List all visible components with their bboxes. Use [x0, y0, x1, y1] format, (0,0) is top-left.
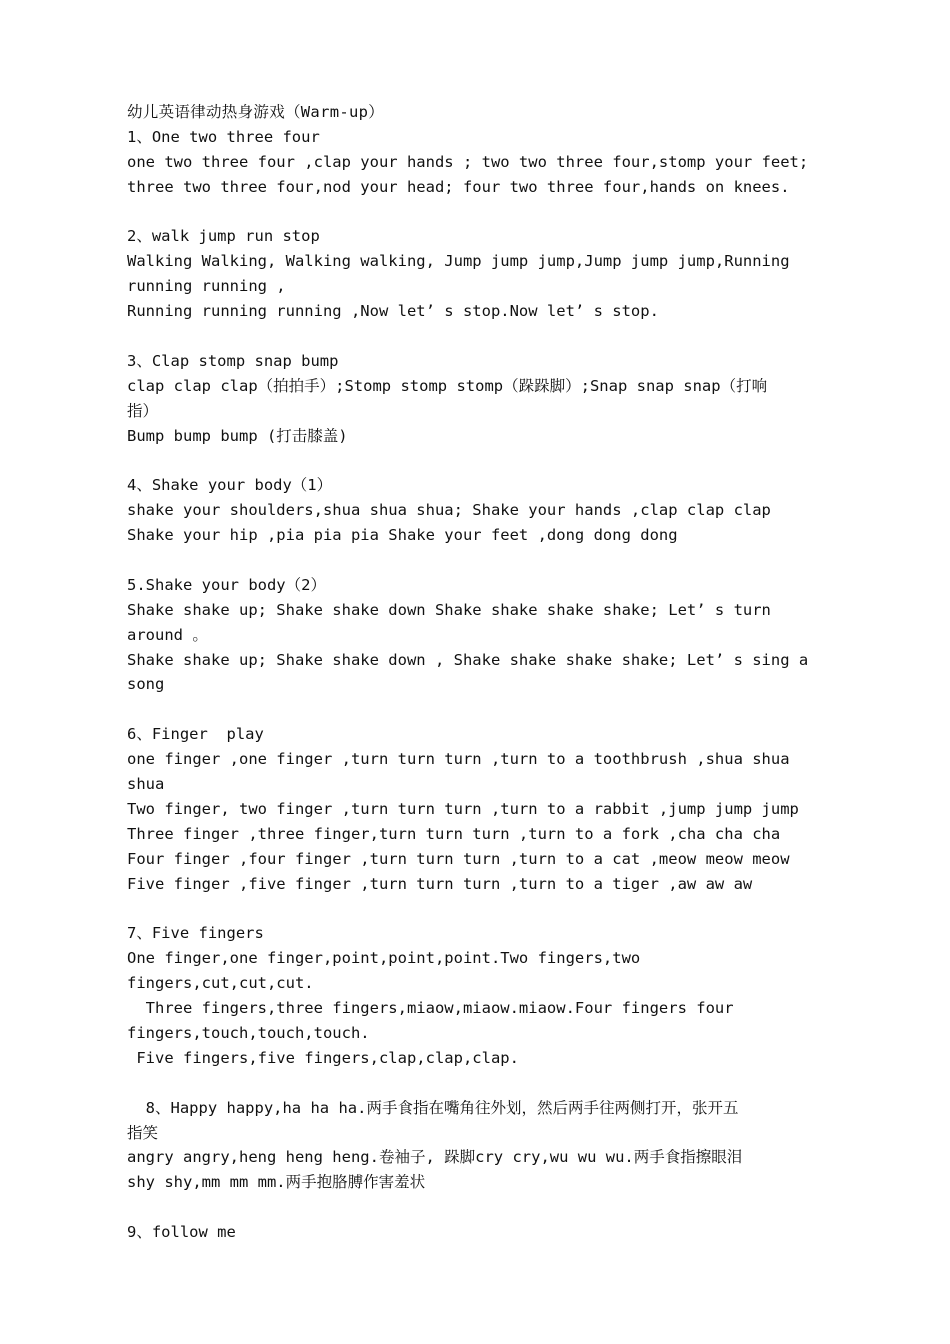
text-line: one two three four ,clap your hands ; two two three four,stomp your feet; [127, 152, 809, 171]
blank-line [127, 1195, 824, 1220]
blank-line [127, 448, 824, 473]
section-heading: 5.Shake your body（2） [127, 575, 326, 594]
document-page [127, 100, 824, 1245]
text-line: Running running running ,Now let’ s stop.Now let’ s stop. [127, 302, 659, 321]
text-line: Two finger, two finger ,turn turn turn ,turn to a rabbit ,jump jump jump [127, 799, 799, 818]
text-line: Shake shake up; Shake shake down Shake shake shake shake; Let’ s turn [127, 600, 771, 619]
section-heading: 4、Shake your body（1） [127, 476, 333, 495]
text-line: angry angry,heng heng heng.卷袖子, 跺脚cry cry,wu wu wu.两手食指擦眼泪 [127, 1148, 743, 1167]
text-line: 指） [127, 401, 159, 420]
text-line: 指笑 [127, 1123, 159, 1142]
text-line: Shake your hip ,pia pia pia Shake your feet ,dong dong dong [127, 526, 678, 545]
blank-line [127, 1071, 824, 1096]
text-line: fingers,cut,cut,cut. [127, 974, 314, 993]
text-line: Bump bump bump (打击膝盖) [127, 426, 348, 445]
section-heading: 2、walk jump run stop [127, 227, 320, 246]
text-line: around 。 [127, 625, 208, 644]
blank-line [127, 897, 824, 922]
text-line: shy shy,mm mm mm.两手抱胳膊作害羞状 [127, 1173, 426, 1192]
text-line: Shake shake up; Shake shake down , Shake shake shake shake; Let’ s sing a [127, 650, 809, 669]
section-heading: 1、One two three four [127, 127, 320, 146]
text-line: Three finger ,three finger,turn turn turn ,turn to a fork ,cha cha cha [127, 824, 781, 843]
section-heading: 8、Happy happy,ha ha ha.两手食指在嘴角往外划，然后两手往两侧打开，张开五 [127, 1098, 739, 1117]
blank-line [127, 697, 824, 722]
text-line: One finger,one finger,point,point,point.Two fingers,two [127, 949, 641, 968]
blank-line [127, 548, 824, 573]
text-line: song [127, 675, 165, 694]
document-title: 幼儿英语律动热身游戏（Warm-up） [127, 103, 385, 121]
blank-line [127, 200, 824, 225]
section-heading: 6、Finger play [127, 725, 264, 744]
text-line: Four finger ,four finger ,turn turn turn ,turn to a cat ,meow meow meow [127, 849, 790, 868]
text-line: one finger ,one finger ,turn turn turn ,turn to a toothbrush ,shua shua [127, 750, 790, 769]
section-heading: 9、follow me [127, 1223, 236, 1242]
text-line: fingers,touch,touch,touch. [127, 1023, 370, 1042]
text-line: shua [127, 775, 165, 794]
text-line: three two three four,nod your head; four two three four,hands on knees. [127, 177, 790, 196]
text-line: Walking Walking, Walking walking, Jump jump jump,Jump jump jump,Running [127, 252, 790, 271]
text-line: Five fingers,five fingers,clap,clap,clap. [127, 1048, 519, 1067]
section-heading: 7、Five fingers [127, 924, 264, 943]
text-line: Five finger ,five finger ,turn turn turn ,turn to a tiger ,aw aw aw [127, 874, 753, 893]
blank-line [127, 324, 824, 349]
text-line: running running , [127, 277, 286, 296]
text-line: clap clap clap（拍拍手）;Stomp stomp stomp（跺跺脚）;Snap snap snap（打响 [127, 376, 768, 395]
text-line: Three fingers,three fingers,miaow,miaow.miaow.Four fingers four [127, 999, 734, 1018]
text-line: shake your shoulders,shua shua shua; Shake your hands ,clap clap clap [127, 501, 771, 520]
section-heading: 3、Clap stomp snap bump [127, 351, 339, 370]
